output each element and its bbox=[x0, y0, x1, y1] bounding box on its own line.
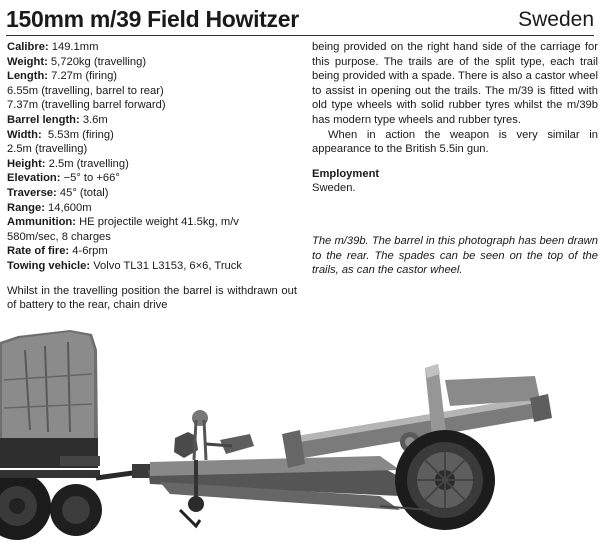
spec-label: Width: bbox=[7, 128, 42, 141]
spec-label: Traverse: bbox=[7, 186, 57, 199]
spec-label: Elevation: bbox=[7, 172, 61, 185]
spec-length bbox=[7, 69, 297, 84]
howitzer-photo bbox=[0, 320, 600, 546]
spec-label: Calibre: bbox=[7, 41, 49, 53]
spec-length-travel-forward: 7.37m (travelling barrel forward) bbox=[7, 99, 166, 112]
towing-truck bbox=[0, 330, 102, 540]
spec-calibre bbox=[7, 40, 297, 55]
spec-label: Length: bbox=[7, 70, 49, 83]
spec-value: 4-6rpm bbox=[69, 245, 108, 258]
spec-label: Rate of fire: bbox=[7, 245, 70, 258]
spec-value: −5° to +66° bbox=[60, 172, 120, 185]
spec-weight bbox=[7, 55, 297, 70]
employment-heading: Employment bbox=[312, 167, 380, 180]
left-column bbox=[7, 40, 297, 313]
spec-value: 14,600m bbox=[44, 201, 92, 214]
spec-value: 5.53m (firing) bbox=[41, 128, 114, 141]
spec-value: 149.1mm bbox=[48, 41, 99, 53]
photo-caption: The m/39b. The barrel in this photograph has been drawn to the rear. The spades can be seen on the top of the trails, as can the castor wheel. bbox=[312, 234, 598, 277]
header-rule bbox=[6, 35, 594, 36]
spec-value: 2.5m (travelling) bbox=[45, 157, 129, 170]
spec-height bbox=[7, 157, 297, 172]
spec-towing-vehicle bbox=[7, 259, 297, 274]
spec-label: Barrel length: bbox=[7, 113, 80, 126]
spec-width-travel: 2.5m (travelling) bbox=[7, 143, 88, 156]
page-header bbox=[6, 6, 594, 36]
spec-label: Height: bbox=[7, 157, 46, 170]
spec-label: Weight: bbox=[7, 55, 48, 68]
spec-ammunition bbox=[7, 215, 297, 230]
split-trail bbox=[148, 456, 405, 526]
country-label: Sweden bbox=[518, 8, 594, 31]
body-paragraph-1-continued: being provided on the right hand side of the carriage for this purpose. The trails are of the split type, each trail being provided with a spade. There is also a castor wheel to assist in opening out the trails. The m/39 is fitted with old type wheels with solid rubber tyres whilst the m/39b has modern type wheels and rubber tyres. bbox=[312, 41, 598, 126]
spec-value: Volvo TL31 L3153, 6×6, Truck bbox=[90, 259, 242, 272]
spec-range bbox=[7, 201, 297, 216]
spec-rate-of-fire bbox=[7, 244, 297, 259]
spec-ammunition-cont: 580m/sec, 8 charges bbox=[7, 230, 111, 243]
spec-label: Range: bbox=[7, 201, 45, 214]
spec-elevation bbox=[7, 171, 297, 186]
right-column bbox=[312, 40, 598, 278]
trail-spades bbox=[174, 410, 254, 460]
body-paragraph-1: Whilst in the travelling position the barrel is withdrawn out of battery to the rear, chain drive bbox=[7, 284, 297, 312]
spec-label: Ammunition: bbox=[7, 216, 76, 229]
spec-value: HE projectile weight 41.5kg, m/v bbox=[75, 216, 239, 229]
spec-traverse bbox=[7, 186, 297, 201]
page-title: 150mm m/39 Field Howitzer bbox=[6, 6, 299, 32]
employment-text: Sweden. bbox=[312, 182, 356, 195]
body-paragraph-2: When in action the weapon is very similar in appearance to the British 5.5in gun. bbox=[312, 128, 598, 156]
spec-value: 7.27m (firing) bbox=[48, 70, 118, 83]
spec-barrel-length bbox=[7, 113, 297, 128]
spec-value: 45° (total) bbox=[56, 186, 109, 199]
spec-width bbox=[7, 128, 297, 143]
carriage-wheel bbox=[395, 430, 495, 530]
tow-bar bbox=[96, 464, 154, 478]
spec-value: 5,720kg (travelling) bbox=[47, 55, 147, 68]
spec-label: Towing vehicle: bbox=[7, 259, 91, 272]
spec-length-travel-rear: 6.55m (travelling, barrel to rear) bbox=[7, 84, 164, 97]
spec-value: 3.6m bbox=[79, 113, 108, 126]
